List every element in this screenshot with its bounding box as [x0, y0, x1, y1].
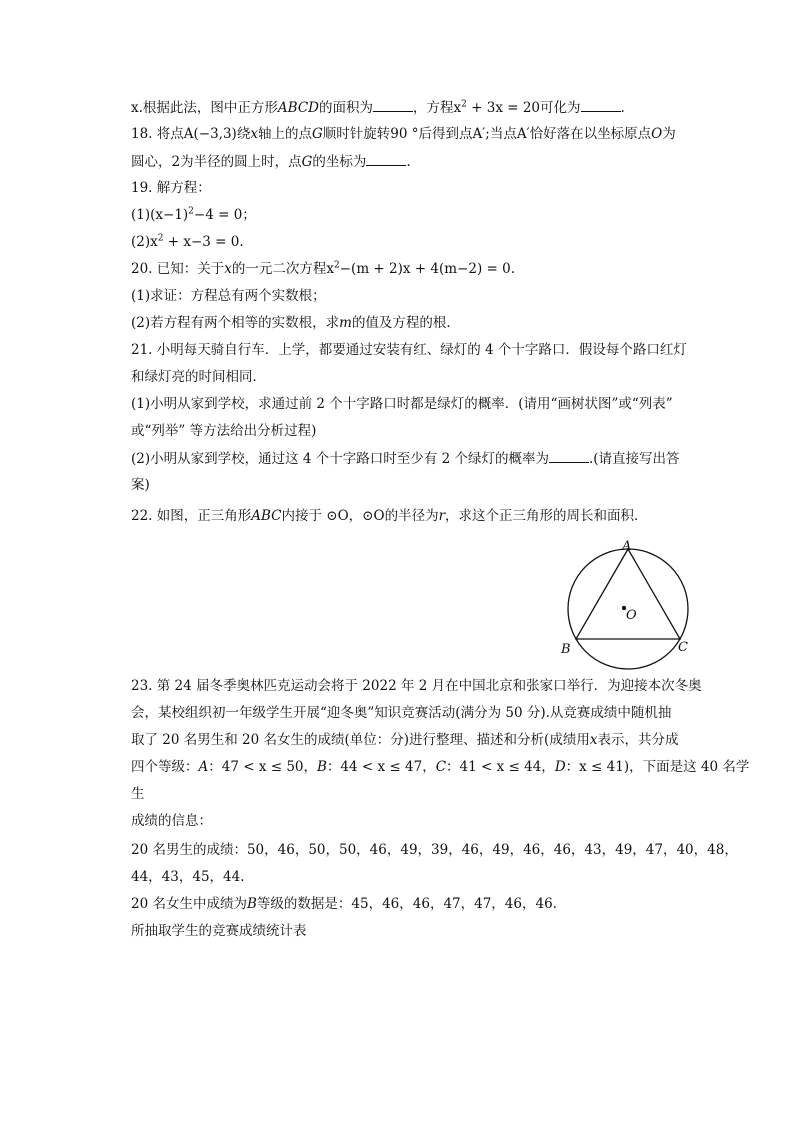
inscribed-triangle-figure	[558, 536, 698, 676]
q21-line-6: 案)	[131, 477, 150, 493]
answer-blank	[549, 448, 589, 463]
var: x	[224, 261, 232, 277]
q23-line-2: 会，某校组织初一年级学生开展“迎冬奥”知识竞赛活动(满分为 50 分).从竞赛成绩中随机抽	[131, 705, 672, 721]
q21-line-2: 和绿灯亮的时间相同．	[131, 369, 266, 385]
q23-line-3	[131, 730, 701, 750]
grade-a: A	[198, 759, 209, 775]
text: (2)小明从家到学校，通过这 4 个十字路口时至少有 2 个绿灯的概率为	[131, 451, 549, 467]
answer-blank	[366, 151, 406, 166]
grade-b: B	[317, 759, 327, 775]
q23-line-9	[131, 894, 701, 914]
q20-line-3	[131, 313, 701, 333]
text: (2)若方程有两个相等的实数根，求	[131, 315, 340, 331]
grade-d: D	[554, 759, 566, 775]
q23-line-5: 生	[131, 786, 145, 802]
q18-line-1	[131, 124, 701, 144]
var: m	[339, 315, 352, 331]
label-a: A	[622, 539, 632, 554]
text: .(请直接写出答	[588, 451, 680, 467]
text: ：41 < x ≤ 44，	[446, 759, 555, 775]
text: 20 名女生中成绩为	[131, 896, 247, 912]
q19-part1	[131, 205, 701, 225]
var: r	[438, 508, 446, 524]
equation: (1)(x−1)	[131, 207, 189, 223]
q23-line-4	[131, 757, 750, 777]
q23-line-6: 成绩的信息：	[131, 813, 212, 829]
text: ：x ≤ 41)，下面是这 40 名学	[565, 759, 750, 775]
text: 为	[662, 126, 676, 142]
q21-line-4: 或“列举” 等方法给出分析过程)	[131, 423, 317, 439]
q19-part2	[131, 232, 701, 252]
text: 的面积为	[318, 100, 373, 116]
text: 顺时针旋转90 °后得到点A′;当点A′恰好落在以坐标原点	[322, 126, 652, 142]
text: 轴上的点	[257, 126, 312, 142]
text: 的值及方程的根．	[351, 315, 460, 331]
label-b: B	[561, 642, 571, 657]
answer-blank	[581, 97, 621, 112]
triangle-name: ABC	[251, 508, 282, 524]
text: .	[406, 154, 411, 170]
text: ：47 < x ≤ 50，	[208, 759, 318, 775]
text: ：44 < x ≤ 47，	[326, 759, 436, 775]
square-name: ABCD	[277, 100, 319, 116]
equation: + 3x = 20	[466, 100, 541, 116]
text: 等级的数据是：45，46，46，47，47，46，46.	[256, 896, 557, 912]
exponent: 2	[334, 260, 340, 271]
text: 四个等级：	[131, 759, 199, 775]
text: 内接于 ⊙O，⊙O的半径为	[281, 508, 439, 524]
q18-line-2	[131, 151, 701, 172]
q23-table-caption: 所抽取学生的竞赛成绩统计表	[131, 923, 307, 939]
q20-line-2: (1)求证：方程总有两个实数根；	[131, 288, 326, 304]
q17-tail-line	[131, 97, 701, 118]
equation: + x−3 = 0.	[163, 234, 244, 250]
q19-title: 19. 解方程：	[131, 180, 211, 196]
q20-line-1	[131, 259, 701, 279]
var: x	[250, 126, 258, 142]
var: G	[301, 154, 313, 170]
label-o: O	[626, 608, 637, 623]
grade-c: C	[435, 759, 447, 775]
text: 表示，共分成	[597, 732, 679, 748]
equation: (2)x	[131, 234, 158, 250]
exponent: 2	[188, 206, 194, 217]
text: x.根据此法，图中正方形	[131, 100, 278, 116]
q21-line-5	[131, 448, 701, 469]
text: 的一元二次方程x	[231, 261, 335, 277]
text: 圆心，2为半径的圆上时，点	[131, 154, 302, 170]
q23-line-7: 20 名男生的成绩：50，46，50，50，46，49，39，46，49，46，46，43，49，47，40，48，	[131, 842, 738, 858]
text: 取了 20 名男生和 20 名女生的成绩(单位：分)进行整理、描述和分析(成绩用	[131, 732, 590, 748]
exponent: 2	[461, 99, 467, 110]
grade-b: B	[246, 896, 257, 912]
q21-line-3: (1)小明从家到学校，求通过前 2 个十字路口时都是绿灯的概率．(请用“画树状图”或“列表”	[131, 396, 673, 412]
q22-line	[131, 506, 701, 526]
equation: −4 = 0；	[193, 207, 256, 223]
text: 的坐标为	[312, 154, 367, 170]
text: 18. 将点A(−3,3)绕	[131, 126, 251, 142]
q21-line-1: 21. 小明每天骑自行车．上学，都要通过安装有红、绿灯的 4 个十字路口．假设每个路口红灯	[131, 342, 687, 358]
var: x	[589, 732, 598, 748]
equation: x	[453, 100, 462, 116]
q23-line-8: 44，43，45，44.	[131, 869, 245, 885]
label-c: C	[678, 640, 688, 655]
exponent: 2	[157, 233, 164, 244]
figure-svg	[558, 536, 698, 676]
text: ，方程	[412, 100, 454, 116]
answer-blank	[373, 97, 413, 112]
equation: −(m + 2)x + 4(m−2) = 0.	[339, 261, 515, 277]
q23-line-1: 23. 第 24 届冬季奥林匹克运动会将于 2022 年 2 月在中国北京和张家口举行．为迎接本次冬奥	[131, 678, 702, 694]
equilateral-triangle	[576, 549, 680, 639]
text: ，求这个正三角形的周长和面积．	[445, 508, 648, 524]
text: 可化为	[540, 100, 581, 116]
text: .	[620, 100, 625, 116]
var: O	[651, 126, 663, 142]
text: 22. 如图，正三角形	[131, 508, 252, 524]
var: G	[311, 126, 323, 142]
text: 20. 已知：关于	[131, 261, 225, 277]
